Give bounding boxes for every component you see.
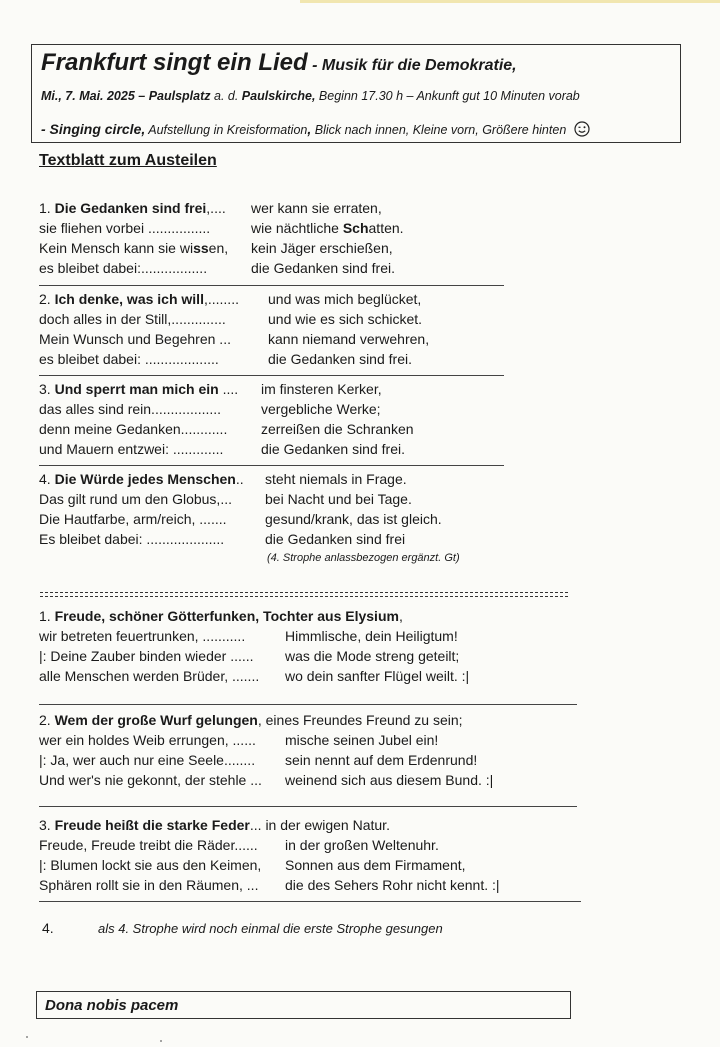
event-location-detail: a. d. [210,89,242,103]
scan-speck [26,1036,28,1038]
singing-circle-line [41,121,590,137]
dona-nobis-pacem-box [36,991,571,1019]
verse-line: das alles sind rein.................. vergebliche Werke; [39,401,381,417]
verse-line: 3. Und sperrt man mich ein .... im finsteren Kerker, [39,381,382,397]
verse-line: |: Deine Zauber binden wieder ...... was die Mode streng geteilt; [39,648,460,664]
singing-circle-detail: Aufstellung in Kreisformation [145,123,308,137]
verse-4-note: (4. Strophe anlassbezogen ergänzt. Gt) [267,552,460,564]
verse-line: |: Blumen lockt sie aus den Keimen, Sonnen aus dem Firmament, [39,857,466,873]
verse-divider [39,465,504,466]
singing-circle-rest: Blick nach innen, Kleine vorn, Größere hinten [311,123,567,137]
verse-line: Sphären rollt sie in den Räumen, ... die des Sehers Rohr nicht kennt. :| [39,877,500,893]
scan-edge-strip [300,0,720,3]
final-verse-text: als 4. Strophe wird noch einmal die erste Strophe gesungen [98,921,443,936]
verse-line: |: Ja, wer auch nur eine Seele........ sein nennt auf dem Erdenrund! [39,752,478,768]
verse-line: alle Menschen werden Brüder, ....... wo dein sanfter Flügel weilt. :| [39,668,470,684]
verse-line: 3. Freude heißt die starke Feder... in der ewigen Natur. [39,817,390,833]
event-subtitle: - Musik für die Demokratie, [307,57,517,74]
verse-line: 1. Die Gedanken sind frei,.... wer kann sie erraten, [39,200,382,216]
verse-4 [39,469,442,549]
ode-verse-2 [39,710,493,790]
scan-speck [160,1040,162,1042]
verse-line: Es bleibet dabei: .................... die Gedanken sind frei [39,531,406,547]
verse-line: sie fliehen vorbei ................ wie nächtliche Schatten. [39,220,404,236]
winking-smiley-icon [574,121,590,137]
verse-line: denn meine Gedanken............ zerreißen die Schranken [39,421,414,437]
dona-nobis-pacem-title: Dona nobis pacem [45,997,179,1014]
verse-line: es bleibet dabei:................. die Gedanken sind frei. [39,260,395,276]
verse-line: 4. Die Würde jedes Menschen.. steht niemals in Frage. [39,471,407,487]
event-date-line [41,89,580,103]
singing-circle-comma: , [307,121,312,137]
verse-line: Das gilt rund um den Globus,... bei Nacht und bei Tage. [39,491,412,507]
verse-line: Die Hautfarbe, arm/reich, ....... gesund/krank, das ist gleich. [39,511,442,527]
verse-divider [39,285,504,286]
final-verse-number: 4. [42,920,54,936]
verse-line: wer ein holdes Weib errungen, ...... mische seinen Jubel ein! [39,732,439,748]
event-title [41,49,517,77]
verse-line: Freude, Freude treibt die Räder...... in der großen Weltenuhr. [39,837,439,853]
verse-line: Mein Wunsch und Begehren ... kann niemand verwehren, [39,331,430,347]
singing-circle-label: - Singing circle, [41,121,146,137]
verse-divider [39,901,581,902]
event-date-place: Mi., 7. Mai. 2025 – Paulsplatz [41,89,211,103]
verse-divider [39,704,577,705]
double-divider [40,592,568,597]
event-title-main: Frankfurt singt ein Lied [41,49,308,76]
verse-line: und Mauern entzwei: ............. die Gedanken sind frei. [39,441,405,457]
verse-line: Und wer's nie gekonnt, der stehle ... weinend sich aus diesem Bund. :| [39,772,494,788]
verse-line: Kein Mensch kann sie wissen, kein Jäger erschießen, [39,240,393,256]
verse-1 [39,198,404,278]
verse-line: doch alles in der Still,.............. und wie es sich schicket. [39,311,423,327]
verse-divider [39,806,577,807]
verse-line: es bleibet dabei: ................... die Gedanken sind frei. [39,351,412,367]
section-title: Textblatt zum Austeilen [39,152,217,169]
event-begin: Beginn 17.30 h – Ankunft gut 10 Minuten vorab [315,89,580,103]
event-paulskirche: Paulskirche, [241,89,316,103]
verse-2 [39,289,429,369]
verse-divider [39,375,504,376]
ode-verse-1 [39,606,469,686]
verse-line: 1. Freude, schöner Götterfunken, Tochter aus Elysium, [39,608,403,624]
ode-verse-3 [39,815,500,895]
event-header-box [31,44,681,143]
verse-3 [39,379,414,459]
final-verse-note [42,920,443,936]
verse-line: wir betreten feuertrunken, ........... Himmlische, dein Heiligtum! [39,628,458,644]
verse-line: 2. Ich denke, was ich will,........ und was mich beglücket, [39,291,422,307]
verse-line: 2. Wem der große Wurf gelungen, eines Freundes Freund zu sein; [39,712,463,728]
